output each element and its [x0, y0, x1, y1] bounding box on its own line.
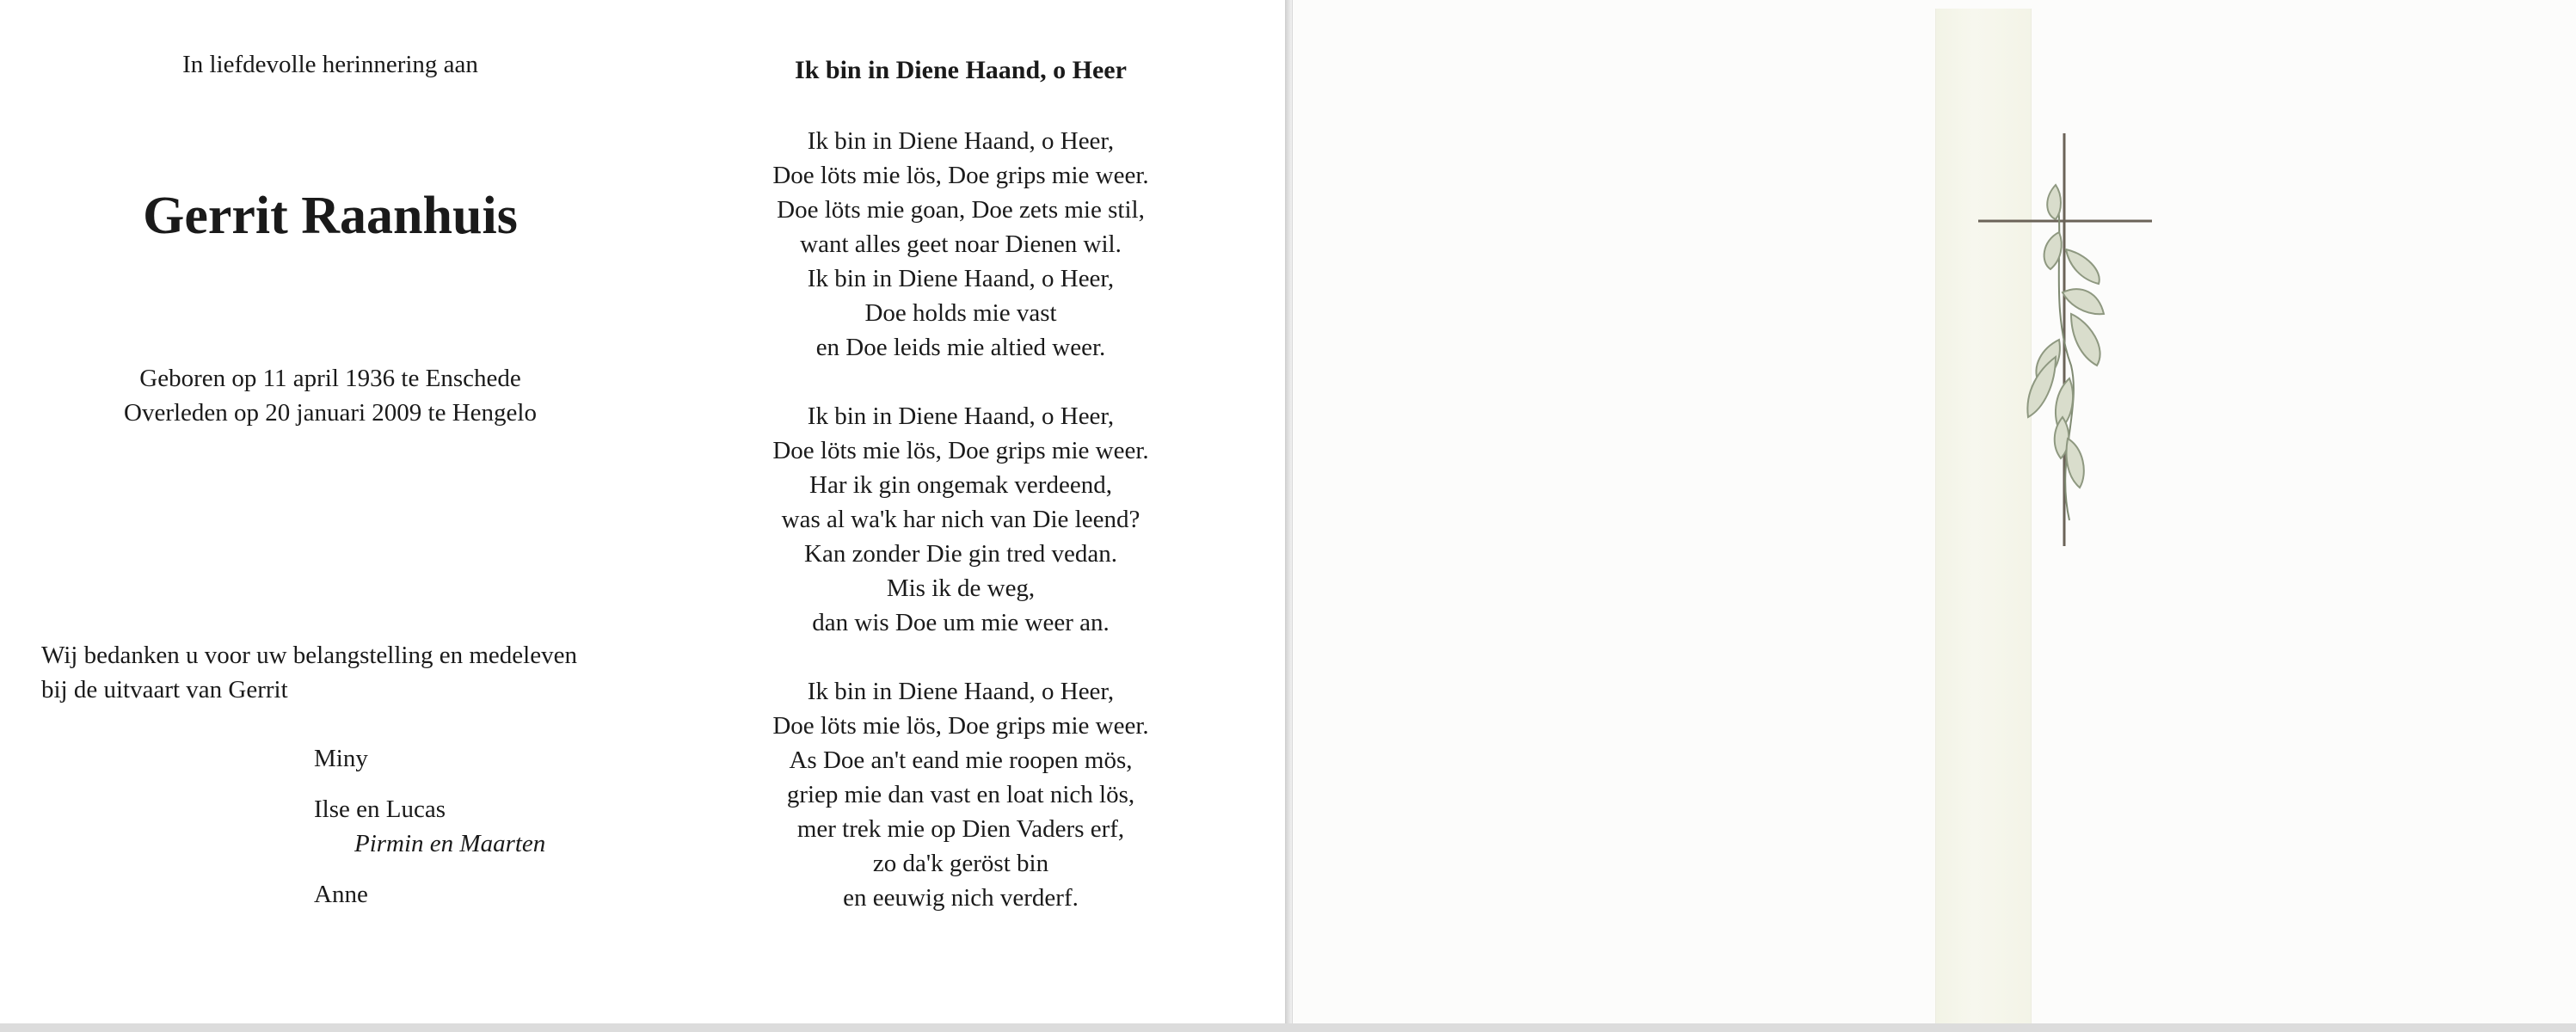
poem-line: Doe löts mie goan, Doe zets mie stil, — [777, 196, 1145, 224]
poem-line: Doe löts mie lös, Doe grips mie weer. — [772, 162, 1149, 189]
poem-line: want alles geet noar Dienen wil. — [800, 230, 1122, 258]
poem-line: Ik bin in Diene Haand, o Heer, — [807, 265, 1115, 292]
left-card-page — [0, 0, 1285, 1023]
poem-line: mer trek mie op Dien Vaders erf, — [796, 815, 1125, 843]
poem-line: Ik bin in Diene Haand, o Heer, — [807, 127, 1115, 155]
intro-text: In liefdevolle herinnering aan — [182, 51, 478, 78]
poem-line: zo da'k geröst bin — [872, 850, 1049, 877]
poem-line: en eeuwig nich verderf. — [843, 884, 1079, 912]
scan-bottom-edge — [0, 1023, 2576, 1032]
deceased-name: Gerrit Raanhuis — [143, 187, 518, 245]
poem-stanza — [772, 399, 1148, 640]
death-line: Overleden op 20 januari 2009 te Hengelo — [124, 399, 537, 427]
poem-line: Ik bin in Diene Haand, o Heer, — [807, 402, 1115, 430]
family-member: Miny — [314, 745, 368, 772]
poem-line: was al wa'k har nich van Die leend? — [781, 506, 1140, 533]
family-member-children: Pirmin en Maarten — [354, 830, 546, 857]
poem-line: dan wis Doe um mie weer an. — [812, 609, 1110, 636]
poem-title: Ik bin in Diene Haand, o Heer — [795, 56, 1127, 84]
poem-line: Ik bin in Diene Haand, o Heer, — [807, 678, 1115, 705]
poem-line: Doe löts mie lös, Doe grips mie weer. — [772, 437, 1149, 464]
thanks-line-1: Wij bedanken u voor uw belangstelling en medeleven — [41, 642, 577, 669]
poem-line: As Doe an't eand mie roopen mös, — [789, 746, 1133, 774]
card-fold — [1285, 0, 1292, 1032]
poem-body — [772, 124, 1148, 949]
family-member: Ilse en Lucas — [314, 796, 446, 823]
poem-line: Kan zonder Die gin tred vedan. — [804, 540, 1117, 568]
right-card-page — [1292, 0, 2576, 1023]
poem-line: en Doe leids mie altied weer. — [815, 334, 1106, 361]
birth-line: Geboren op 11 april 1936 te Enschede — [139, 365, 521, 392]
poem-line: Doe löts mie lös, Doe grips mie weer. — [772, 712, 1149, 740]
cross-with-vine-icon — [1970, 133, 2159, 559]
poem-stanza — [772, 124, 1148, 365]
thanks-line-2: bij de uitvaart van Gerrit — [41, 676, 288, 703]
poem-line: Mis ik de weg, — [886, 574, 1036, 602]
poem-line: Doe holds mie vast — [864, 299, 1057, 327]
poem-line: griep mie dan vast en loat nich lös, — [786, 781, 1135, 808]
poem-stanza — [772, 674, 1148, 915]
family-member: Anne — [314, 881, 368, 908]
poem-line: Har ik gin ongemak verdeend, — [809, 471, 1112, 499]
